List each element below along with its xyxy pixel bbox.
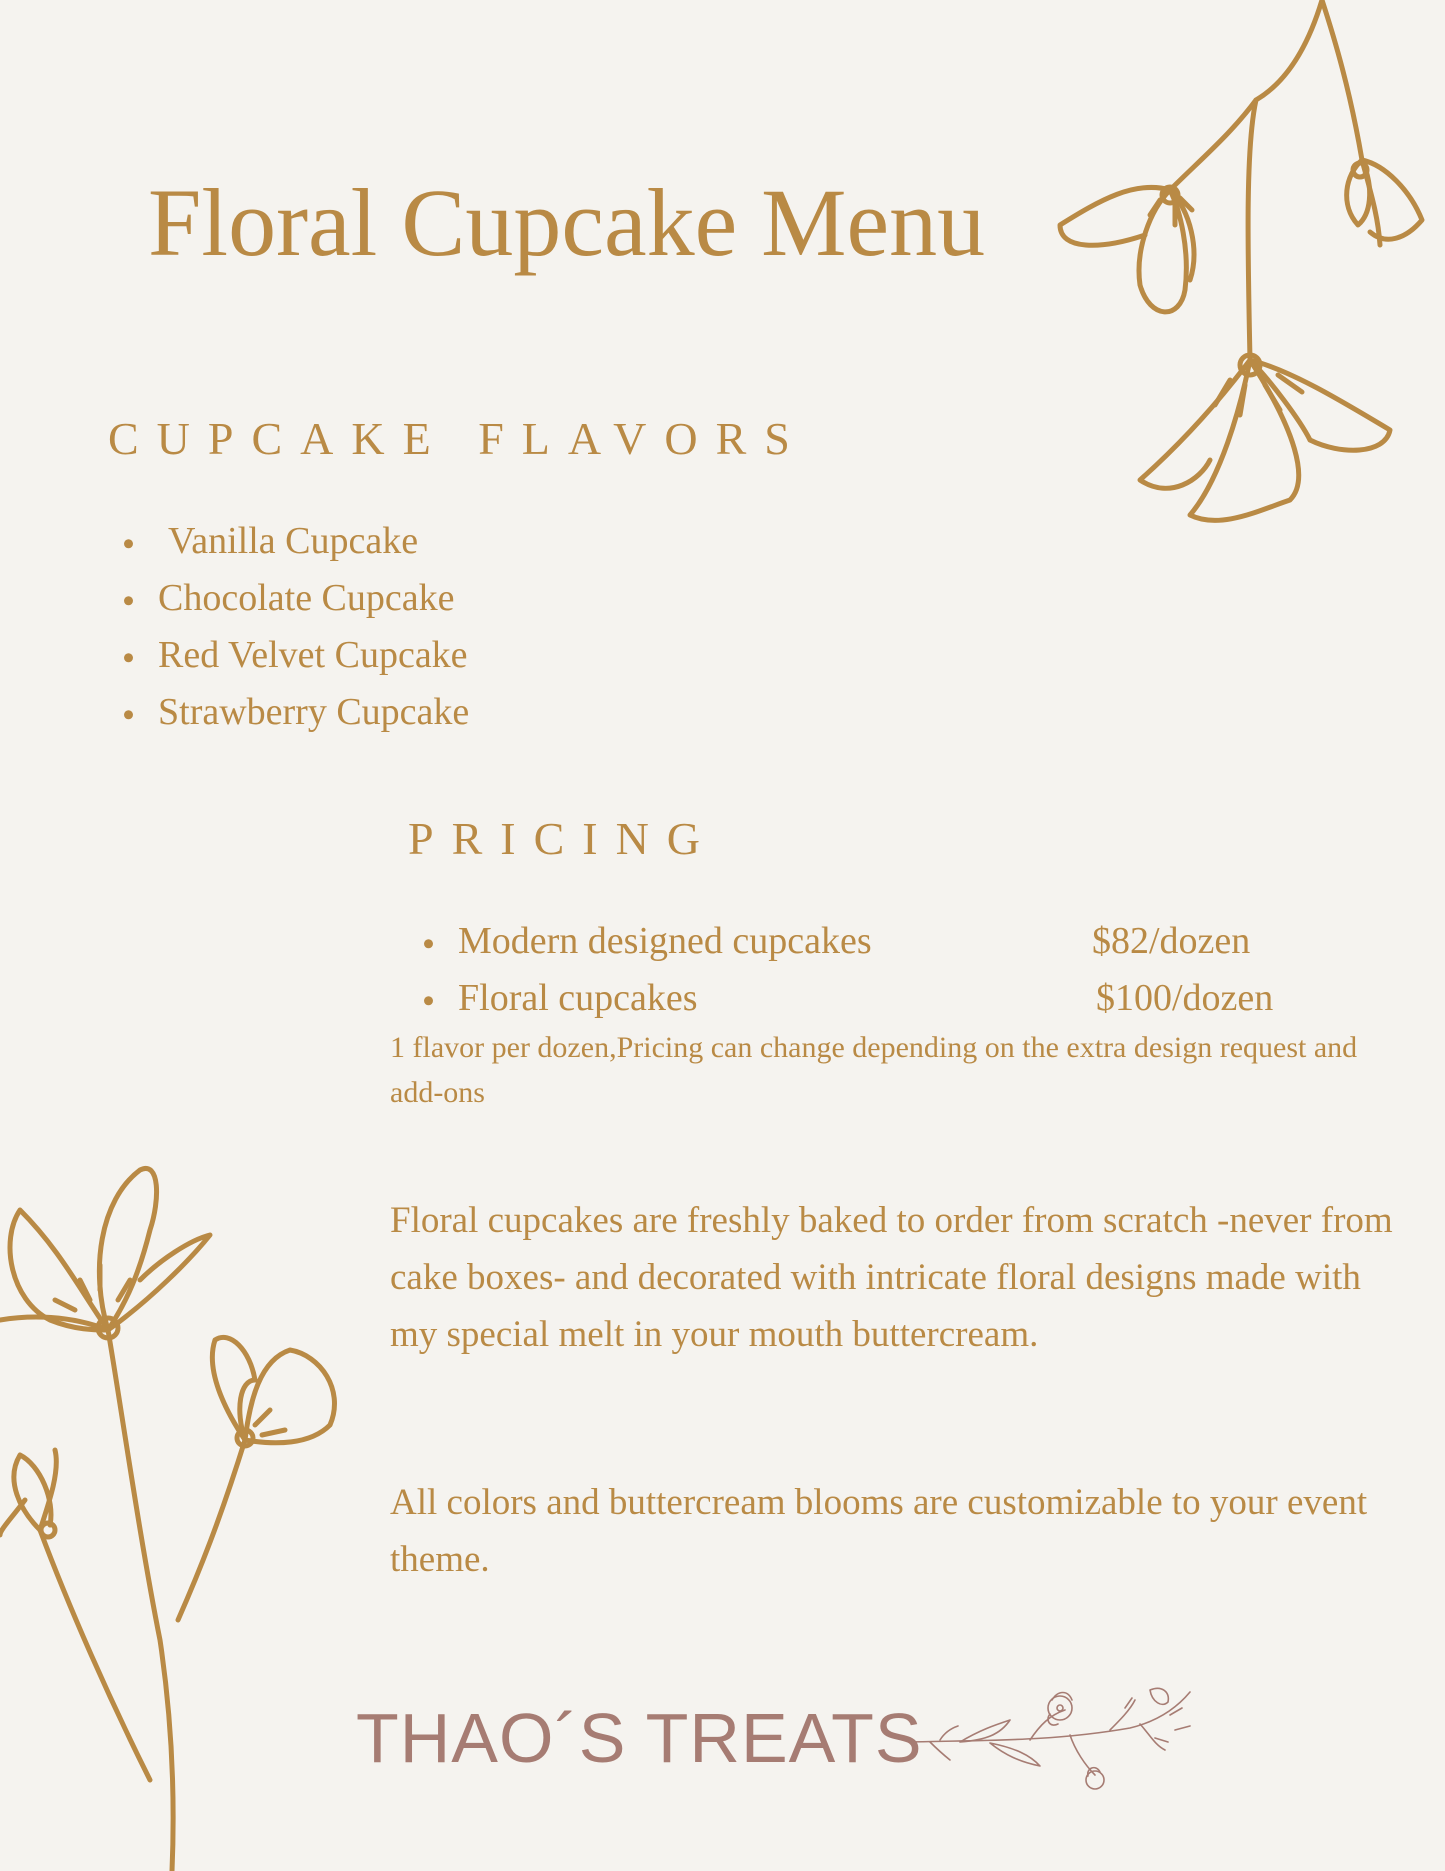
flower-illustration-bottom-left (0, 1140, 360, 1871)
flavors-heading: CUPCAKE FLAVORS (108, 413, 808, 464)
flavor-item: Vanilla Cupcake (124, 513, 469, 570)
pricing-note: 1 flavor per dozen,Pricing can change depending on the extra design request and add-ons (390, 1031, 1358, 1109)
flavor-item: Red Velvet Cupcake (124, 627, 469, 684)
pricing-item-name: Modern designed cupcakes (458, 920, 872, 962)
pricing-item (424, 970, 1324, 1027)
description-paragraph: All colors and buttercream blooms are customizable to your event theme. (390, 1482, 1368, 1580)
pricing-heading: PRICING (408, 813, 719, 864)
pricing-item-price: $82/dozen (1092, 920, 1251, 962)
pricing-list (424, 913, 1324, 1027)
flavor-item: Strawberry Cupcake (124, 684, 469, 741)
brand-name: THAO´S TREATS (356, 1699, 923, 1777)
pricing-item-name: Floral cupcakes (458, 977, 698, 1019)
flavor-item: Chocolate Cupcake (124, 570, 469, 627)
flower-illustration-top-right (1040, 0, 1440, 540)
pricing-item-price: $100/dozen (1096, 977, 1274, 1019)
flavor-list (124, 513, 469, 741)
floral-sprig-logo (900, 1680, 1200, 1800)
pricing-item (424, 913, 1324, 970)
description-paragraph: Floral cupcakes are freshly baked to order from scratch -never from cake boxes- and decorated with intricate floral designs made with my special melt in your mouth buttercream. (390, 1200, 1393, 1355)
page-title: Floral Cupcake Menu (148, 169, 986, 276)
